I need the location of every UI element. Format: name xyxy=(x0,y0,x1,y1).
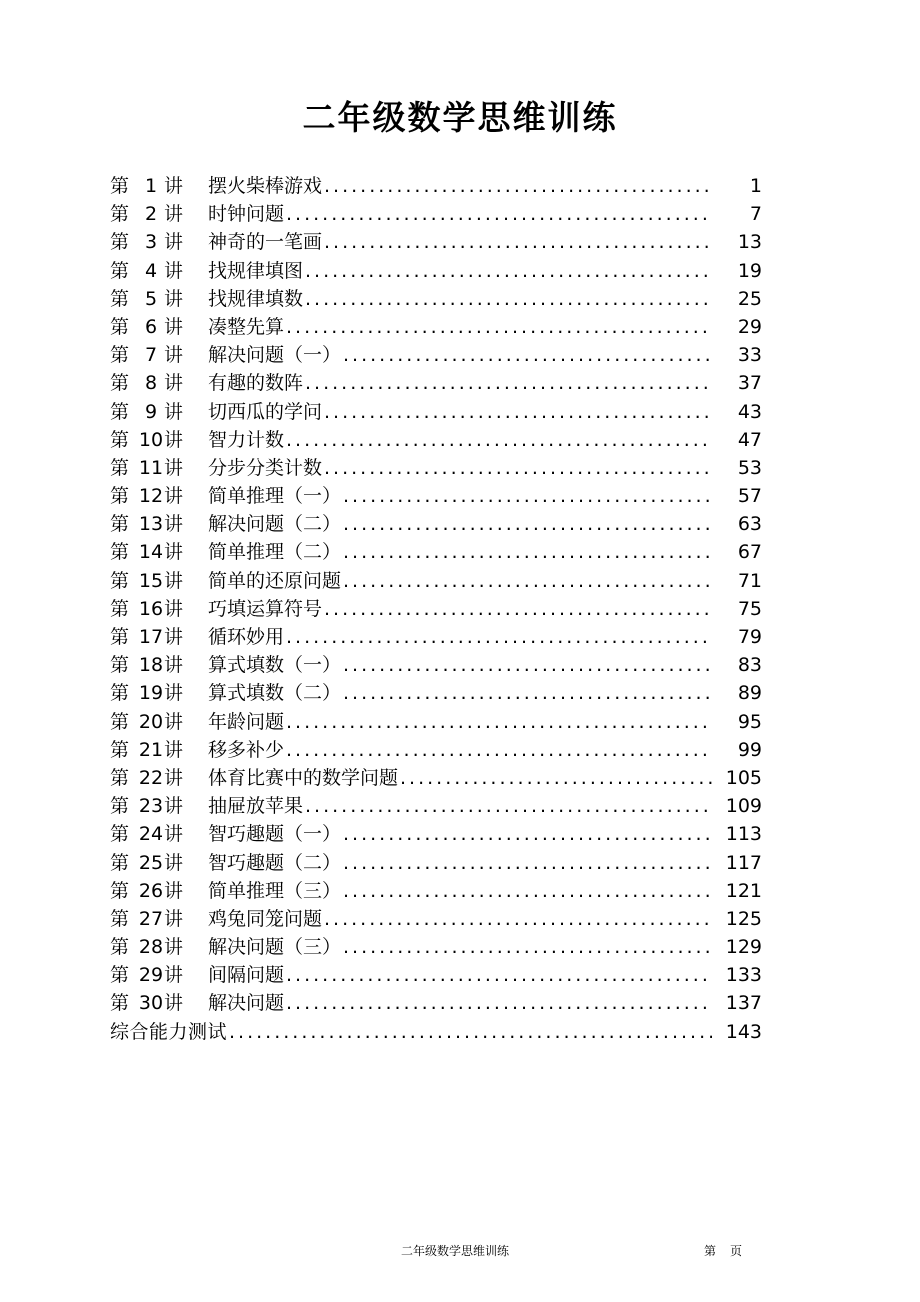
toc-topic: 解决问题（一） xyxy=(208,344,342,367)
lecture-number: 6 xyxy=(144,315,158,338)
lecture-number: 18 xyxy=(138,654,164,677)
lecture-number: 14 xyxy=(138,541,164,564)
lecture-prefix: 第 xyxy=(110,456,130,479)
toc-page-number: 109 xyxy=(725,795,762,818)
toc-page-number: 47 xyxy=(737,428,762,451)
dot-leader xyxy=(286,736,712,764)
toc-page-number: 63 xyxy=(737,513,762,536)
toc-entry[interactable] xyxy=(110,623,762,651)
lecture-label xyxy=(110,849,208,877)
toc-topic: 体育比赛中的数学问题 xyxy=(208,766,399,789)
footer-page-number xyxy=(704,1242,742,1259)
lecture-label xyxy=(110,257,208,285)
lecture-number: 5 xyxy=(144,287,158,310)
lecture-prefix: 第 xyxy=(110,259,130,282)
toc-entry[interactable] xyxy=(110,651,762,679)
lecture-suffix: 讲 xyxy=(164,823,184,846)
toc-page-number: 117 xyxy=(725,851,762,874)
toc-topic: 巧填运算符号 xyxy=(208,597,323,620)
lecture-prefix: 第 xyxy=(110,372,130,395)
toc-entry[interactable] xyxy=(110,905,762,933)
toc-topic: 有趣的数阵 xyxy=(208,372,304,395)
lecture-label xyxy=(110,679,208,707)
toc-topic: 时钟问题 xyxy=(208,203,285,226)
toc-entry[interactable] xyxy=(110,398,762,426)
lecture-suffix: 讲 xyxy=(164,626,184,648)
lecture-number: 11 xyxy=(138,456,164,479)
lecture-prefix: 第 xyxy=(110,485,130,508)
lecture-number: 3 xyxy=(144,231,158,254)
dot-leader xyxy=(324,905,712,933)
lecture-suffix: 讲 xyxy=(164,344,184,367)
lecture-number: 13 xyxy=(138,513,164,536)
toc-entry[interactable] xyxy=(110,285,762,313)
dot-leader xyxy=(343,877,712,905)
toc-entry[interactable] xyxy=(110,369,762,397)
toc-topic: 智力计数 xyxy=(208,428,285,451)
lecture-number: 16 xyxy=(138,597,164,620)
footer-page-suffix: 页 xyxy=(730,1244,743,1258)
toc-page-number: 105 xyxy=(725,766,762,789)
lecture-prefix: 第 xyxy=(110,287,130,310)
lecture-label xyxy=(110,313,208,341)
toc-page-number: 137 xyxy=(725,992,762,1015)
dot-leader xyxy=(400,764,712,792)
lecture-prefix: 第 xyxy=(110,175,130,197)
dot-leader xyxy=(343,679,712,707)
lecture-number: 1 xyxy=(144,175,158,197)
lecture-label xyxy=(110,989,208,1017)
toc-entry[interactable] xyxy=(110,200,762,228)
lecture-prefix: 第 xyxy=(110,710,130,733)
lecture-suffix: 讲 xyxy=(164,372,184,395)
dot-leader xyxy=(324,172,712,200)
toc-topic: 循环妙用 xyxy=(208,626,285,648)
footer-title: 二年级数学思维训练 xyxy=(401,1244,510,1258)
lecture-label xyxy=(110,708,208,736)
toc-entry[interactable] xyxy=(110,877,762,905)
lecture-number: 28 xyxy=(138,936,164,959)
lecture-label xyxy=(110,595,208,623)
lecture-label xyxy=(110,933,208,961)
toc-entry[interactable] xyxy=(110,172,762,200)
lecture-label xyxy=(110,764,208,792)
toc-page-number: 67 xyxy=(737,541,762,564)
toc-topic: 年龄问题 xyxy=(208,710,285,733)
toc-entry[interactable] xyxy=(110,595,762,623)
lecture-prefix: 第 xyxy=(110,597,130,620)
dot-leader xyxy=(343,482,712,510)
lecture-prefix: 第 xyxy=(110,231,130,254)
dot-leader xyxy=(229,1018,712,1046)
lecture-suffix: 讲 xyxy=(164,428,184,451)
lecture-label xyxy=(110,285,208,313)
lecture-suffix: 讲 xyxy=(164,231,184,254)
lecture-prefix: 第 xyxy=(110,569,130,592)
lecture-prefix: 第 xyxy=(110,513,130,536)
lecture-suffix: 讲 xyxy=(164,879,184,902)
dot-leader xyxy=(343,651,712,679)
lecture-label xyxy=(110,651,208,679)
lecture-label xyxy=(110,200,208,228)
lecture-suffix: 讲 xyxy=(164,315,184,338)
lecture-prefix: 第 xyxy=(110,992,130,1015)
toc-page-number: 25 xyxy=(737,287,762,310)
toc-topic: 综合能力测试 xyxy=(110,1020,228,1043)
toc-topic: 算式填数（一） xyxy=(208,654,342,677)
toc-page-number: 129 xyxy=(725,936,762,959)
lecture-suffix: 讲 xyxy=(164,569,184,592)
dot-leader xyxy=(324,398,712,426)
dot-leader xyxy=(343,341,712,369)
lecture-label xyxy=(110,341,208,369)
lecture-suffix: 讲 xyxy=(164,597,184,620)
toc-topic: 算式填数（二） xyxy=(208,682,342,705)
toc-topic: 解决问题 xyxy=(208,992,285,1015)
toc-entry[interactable] xyxy=(110,313,762,341)
toc-page-number: 13 xyxy=(737,231,762,254)
lecture-number: 15 xyxy=(138,569,164,592)
toc-page-number: 53 xyxy=(737,456,762,479)
toc-entry[interactable] xyxy=(110,989,762,1017)
lecture-number: 19 xyxy=(138,682,164,705)
lecture-prefix: 第 xyxy=(110,626,130,648)
toc-topic: 简单推理（三） xyxy=(208,879,342,902)
lecture-label xyxy=(110,369,208,397)
dot-leader xyxy=(286,961,712,989)
toc-page-number: 95 xyxy=(737,710,762,733)
toc-page-number: 57 xyxy=(737,485,762,508)
toc-page-number: 125 xyxy=(725,907,762,930)
toc-topic: 解决问题（三） xyxy=(208,936,342,959)
lecture-number: 29 xyxy=(138,964,164,987)
lecture-prefix: 第 xyxy=(110,541,130,564)
toc-entry[interactable] xyxy=(110,538,762,566)
lecture-label xyxy=(110,877,208,905)
toc-entry[interactable] xyxy=(110,736,762,764)
toc-entry[interactable] xyxy=(110,708,762,736)
lecture-suffix: 讲 xyxy=(164,710,184,733)
lecture-number: 25 xyxy=(138,851,164,874)
lecture-number: 22 xyxy=(138,766,164,789)
dot-leader xyxy=(343,510,712,538)
footer-page-prefix: 第 xyxy=(704,1244,717,1258)
toc-page-number: 113 xyxy=(725,823,762,846)
lecture-label xyxy=(110,792,208,820)
lecture-prefix: 第 xyxy=(110,738,130,761)
lecture-label xyxy=(110,426,208,454)
dot-leader xyxy=(305,257,712,285)
toc-entry[interactable] xyxy=(110,454,762,482)
lecture-number: 8 xyxy=(144,372,158,395)
dot-leader xyxy=(324,228,712,256)
lecture-number: 24 xyxy=(138,823,164,846)
dot-leader xyxy=(343,820,712,848)
lecture-number: 4 xyxy=(144,259,158,282)
dot-leader xyxy=(286,426,712,454)
dot-leader xyxy=(324,595,712,623)
lecture-number: 26 xyxy=(138,879,164,902)
lecture-prefix: 第 xyxy=(110,907,130,930)
lecture-suffix: 讲 xyxy=(164,175,184,197)
dot-leader xyxy=(343,849,712,877)
toc-entry[interactable] xyxy=(110,567,762,595)
toc-page-number: 133 xyxy=(725,964,762,987)
toc-entry[interactable] xyxy=(110,1018,762,1046)
toc-page-number: 43 xyxy=(737,400,762,423)
toc-page-number: 33 xyxy=(737,344,762,367)
toc-page-number: 143 xyxy=(725,1020,762,1043)
lecture-prefix: 第 xyxy=(110,823,130,846)
toc-page-number: 83 xyxy=(737,654,762,677)
lecture-number: 12 xyxy=(138,485,164,508)
toc-page-number: 29 xyxy=(737,315,762,338)
lecture-prefix: 第 xyxy=(110,964,130,987)
dot-leader xyxy=(305,369,712,397)
lecture-prefix: 第 xyxy=(110,795,130,818)
toc-entry[interactable] xyxy=(110,426,762,454)
toc-topic: 凑整先算 xyxy=(208,315,285,338)
lecture-prefix: 第 xyxy=(110,315,130,338)
toc-topic: 解决问题（二） xyxy=(208,513,342,536)
lecture-suffix: 讲 xyxy=(164,992,184,1015)
toc-page-number: 1 xyxy=(749,175,762,197)
lecture-number: 17 xyxy=(138,626,164,648)
dot-leader xyxy=(343,567,712,595)
toc-entry[interactable] xyxy=(110,482,762,510)
lecture-label xyxy=(110,454,208,482)
toc-topic: 间隔问题 xyxy=(208,964,285,987)
lecture-prefix: 第 xyxy=(110,936,130,959)
toc-page-number: 89 xyxy=(737,682,762,705)
lecture-suffix: 讲 xyxy=(164,400,184,423)
lecture-label xyxy=(110,172,208,200)
toc-entry[interactable] xyxy=(110,228,762,256)
dot-leader xyxy=(305,285,712,313)
lecture-suffix: 讲 xyxy=(164,513,184,536)
lecture-suffix: 讲 xyxy=(164,541,184,564)
lecture-label xyxy=(110,736,208,764)
dot-leader xyxy=(305,792,712,820)
lecture-prefix: 第 xyxy=(110,428,130,451)
lecture-prefix: 第 xyxy=(110,682,130,705)
toc-entry[interactable] xyxy=(110,764,762,792)
toc-topic: 抽屉放苹果 xyxy=(208,795,304,818)
lecture-prefix: 第 xyxy=(110,879,130,902)
toc-page-number: 79 xyxy=(737,626,762,648)
toc-topic: 简单推理（一） xyxy=(208,485,342,508)
lecture-label xyxy=(110,510,208,538)
lecture-suffix: 讲 xyxy=(164,485,184,508)
lecture-suffix: 讲 xyxy=(164,287,184,310)
toc-page-number: 37 xyxy=(737,372,762,395)
toc-entry[interactable] xyxy=(110,849,762,877)
lecture-number: 23 xyxy=(138,795,164,818)
toc-topic: 智巧趣题（二） xyxy=(208,851,342,874)
toc-entry[interactable] xyxy=(110,961,762,989)
toc-entry[interactable] xyxy=(110,820,762,848)
lecture-number: 10 xyxy=(138,428,164,451)
toc-topic: 分步分类计数 xyxy=(208,456,323,479)
lecture-suffix: 讲 xyxy=(164,851,184,874)
toc-topic: 鸡兔同笼问题 xyxy=(208,907,323,930)
table-of-contents xyxy=(110,172,762,1046)
toc-topic: 简单推理（二） xyxy=(208,541,342,564)
lecture-label xyxy=(110,538,208,566)
dot-leader xyxy=(286,989,712,1017)
lecture-number: 27 xyxy=(138,907,164,930)
toc-page-number: 7 xyxy=(749,203,762,226)
toc-topic: 神奇的一笔画 xyxy=(208,231,323,254)
lecture-prefix: 第 xyxy=(110,400,130,423)
toc-topic: 摆火柴棒游戏 xyxy=(208,175,323,197)
lecture-number: 20 xyxy=(138,710,164,733)
toc-topic: 找规律填数 xyxy=(208,287,304,310)
lecture-label xyxy=(110,623,208,651)
toc-topic: 简单的还原问题 xyxy=(208,569,342,592)
dot-leader xyxy=(286,200,712,228)
lecture-suffix: 讲 xyxy=(164,259,184,282)
toc-entry[interactable] xyxy=(110,679,762,707)
toc-topic: 找规律填图 xyxy=(208,259,304,282)
lecture-label xyxy=(110,820,208,848)
dot-leader xyxy=(343,538,712,566)
dot-leader xyxy=(286,708,712,736)
lecture-suffix: 讲 xyxy=(164,936,184,959)
toc-entry[interactable] xyxy=(110,341,762,369)
toc-topic: 切西瓜的学问 xyxy=(208,400,323,423)
lecture-number: 21 xyxy=(138,738,164,761)
toc-page-number: 75 xyxy=(737,597,762,620)
lecture-number: 2 xyxy=(144,203,158,226)
toc-page-number: 71 xyxy=(737,569,762,592)
toc-topic: 移多补少 xyxy=(208,738,285,761)
dot-leader xyxy=(286,313,712,341)
toc-topic: 智巧趣题（一） xyxy=(208,823,342,846)
toc-page-number: 19 xyxy=(737,259,762,282)
lecture-label xyxy=(110,905,208,933)
lecture-prefix: 第 xyxy=(110,766,130,789)
lecture-suffix: 讲 xyxy=(164,654,184,677)
toc-page-number: 121 xyxy=(725,879,762,902)
lecture-label xyxy=(110,228,208,256)
lecture-label xyxy=(110,482,208,510)
lecture-number: 7 xyxy=(144,344,158,367)
lecture-number: 9 xyxy=(144,400,158,423)
lecture-prefix: 第 xyxy=(110,851,130,874)
toc-entry[interactable] xyxy=(110,257,762,285)
toc-page-number: 99 xyxy=(737,738,762,761)
lecture-suffix: 讲 xyxy=(164,456,184,479)
lecture-prefix: 第 xyxy=(110,654,130,677)
lecture-suffix: 讲 xyxy=(164,795,184,818)
lecture-suffix: 讲 xyxy=(164,203,184,226)
lecture-label xyxy=(110,398,208,426)
lecture-suffix: 讲 xyxy=(164,682,184,705)
dot-leader xyxy=(286,623,712,651)
dot-leader xyxy=(324,454,712,482)
page-title: 二年级数学思维训练 xyxy=(302,98,618,137)
lecture-number: 30 xyxy=(138,992,164,1015)
lecture-prefix: 第 xyxy=(110,344,130,367)
lecture-label xyxy=(110,567,208,595)
lecture-suffix: 讲 xyxy=(164,907,184,930)
lecture-suffix: 讲 xyxy=(164,738,184,761)
lecture-label xyxy=(110,961,208,989)
lecture-suffix: 讲 xyxy=(164,766,184,789)
toc-entry[interactable] xyxy=(110,510,762,538)
lecture-suffix: 讲 xyxy=(164,964,184,987)
toc-entry[interactable] xyxy=(110,933,762,961)
lecture-prefix: 第 xyxy=(110,203,130,226)
dot-leader xyxy=(343,933,712,961)
toc-entry[interactable] xyxy=(110,792,762,820)
